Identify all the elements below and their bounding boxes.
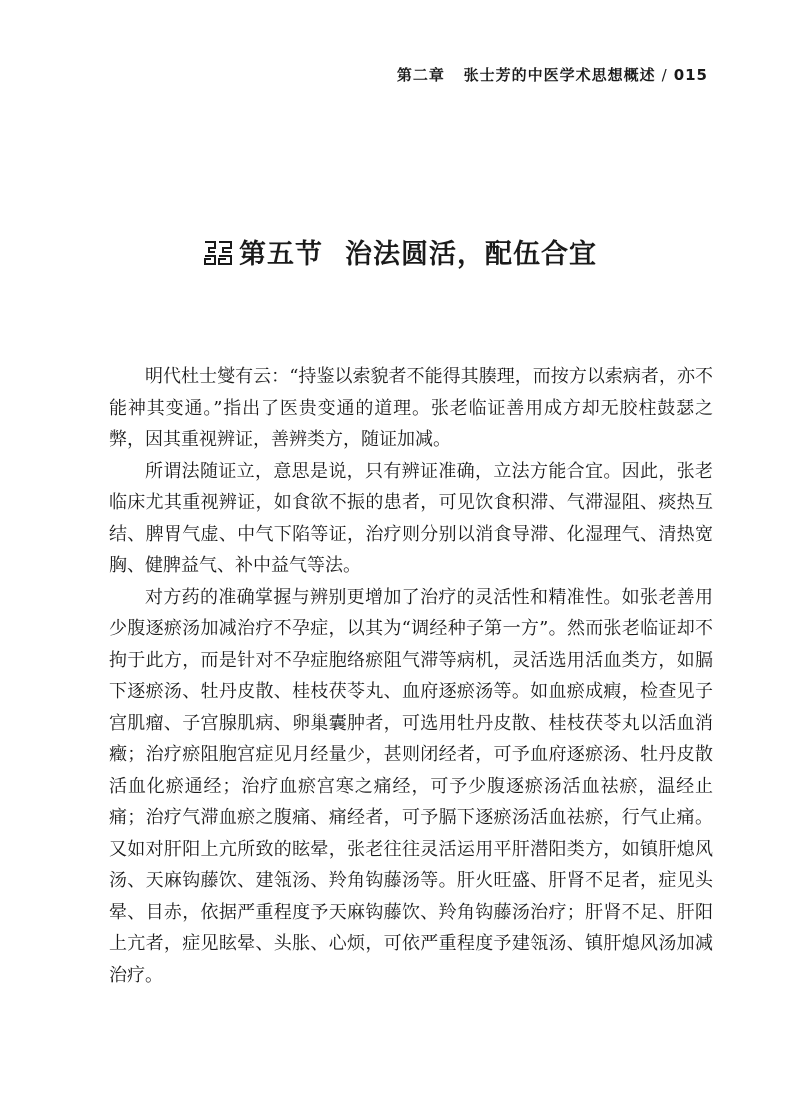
page-number: 015 — [673, 66, 708, 84]
paragraph: 明代杜士燮有云：“持鉴以索貌者不能得其腠理，而按方以索病者，亦不能神其变通。”指出了医贵变通的道理。张老临证善用成方却无胶柱鼓瑟之弊，因其重视辨证，善辨类方，随证加减。 — [109, 366, 713, 450]
paragraph: 对方药的准确掌握与辨别更增加了治疗的灵活性和精准性。如张老善用少腹逐瘀汤加减治疗不孕症，以其为“调经种子第一方”。然而张老临证却不拘于此方，而是针对不孕症胞络瘀阻气滞等病机，灵活选用活血类方，如膈下逐瘀汤、牡丹皮散、桂枝茯苓丸、血府逐瘀汤等。如血瘀成瘕，检查见子宫肌瘤、子宫腺肌病、卵巢囊肿者，可选用牡丹皮散、桂枝茯苓丸以活血消癥；治疗瘀阻胞宫症见月经量少，甚则闭经者，可予血府逐瘀汤、牡丹皮散活血化瘀通经；治疗血瘀宫寒之痛经，可予少腹逐瘀汤活血祛瘀，温经止痛；治疗气滞血瘀之腹痛、痛经者，可予膈下逐瘀汤活血祛瘀，行气止痛。又如对肝阳上亢所致的眩晕，张老往往灵活运用平肝潜阳类方，如镇肝熄风汤、天麻钩藤饮、建瓴汤、羚角钩藤汤等。肝火旺盛、肝肾不足者，症见头晕、目赤，依据严重程度予天麻钩藤饮、羚角钩藤汤治疗；肝肾不足、肝阳上亢者，症见眩晕、头胀、心烦，可依严重程度予建瓴汤、镇肝熄风汤加减治疗。 — [109, 586, 713, 986]
section-heading — [0, 232, 800, 271]
header-separator: / — [661, 66, 668, 84]
body-text — [109, 361, 713, 991]
running-header — [397, 64, 708, 85]
chapter-title: 张士芳的中医学术思想概述 — [463, 66, 656, 84]
section-number: 第五节 — [239, 239, 323, 270]
paragraph: 所谓法随证立，意思是说，只有辨证准确，立法方能合宜。因此，张老临床尤其重视辨证，如食欲不振的患者，可见饮食积滞、气滞湿阻、痰热互结、脾胃气虚、中气下陷等证，治疗则分别以消食导滞、化湿理气、清热宽胸、健脾益气、补中益气等法。 — [109, 460, 713, 576]
chapter-label: 第二章 — [396, 66, 445, 84]
fret-ornament-icon — [203, 240, 233, 266]
section-title: 治法圆活，配伍合宜 — [345, 239, 597, 270]
